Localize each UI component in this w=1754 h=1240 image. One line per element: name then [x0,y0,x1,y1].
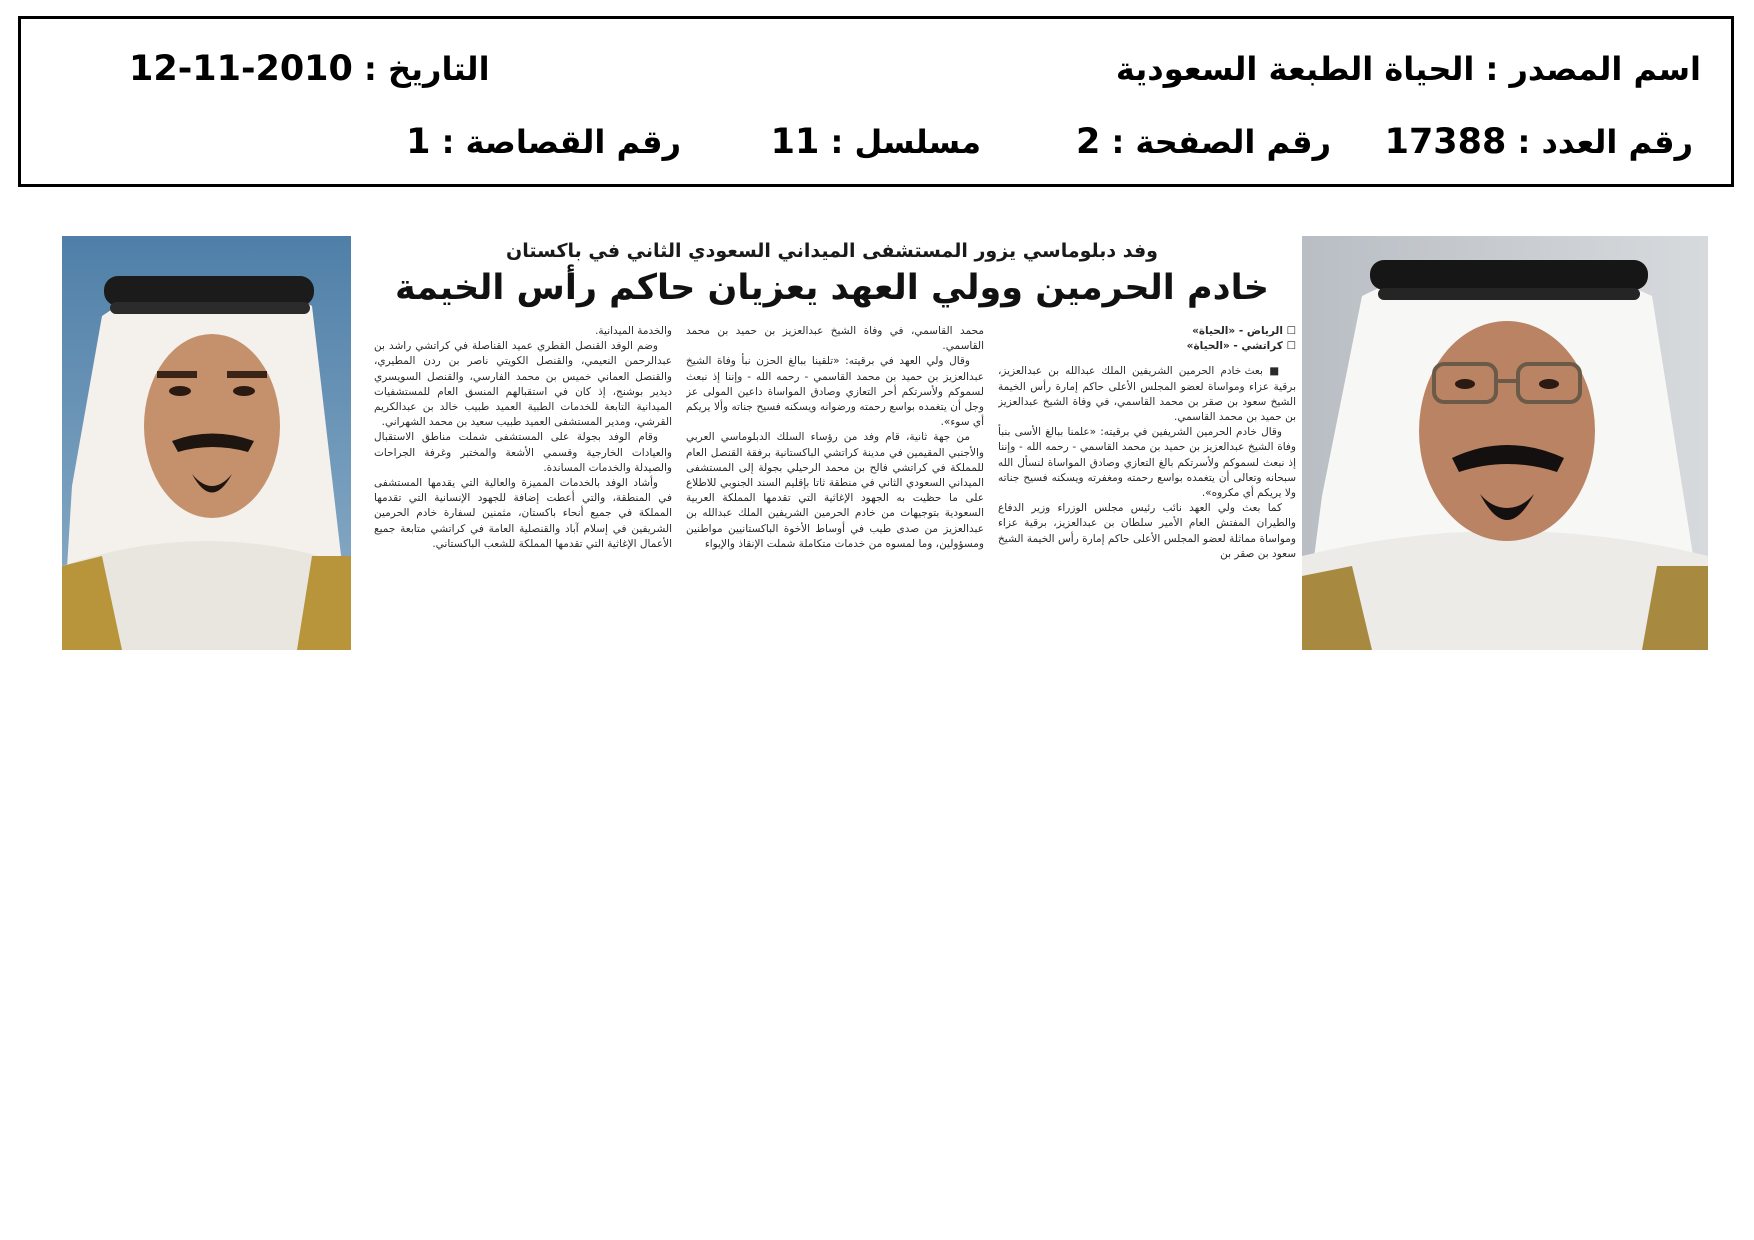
portrait-photo-right [1302,236,1708,650]
paragraph: وضم الوفد القنصل القطري عميد القناصلة في كراتشي راشد بن عبدالرحمن النعيمي، والقنصل الكويتي ناصر بن ردن المطيري، والقنصل العماني خميس بن محمد الفارسي، والقنصل السويسري ديدير بوشنج، إذ كان في استقبالهم المنسق العام للمستشفيات الميدانية التابعة للخدمات الطبية العميد طبيب خالد بن عبدالكريم القرشي، ومدير المستشفى العميد طبيب سعيد بن محمد الشهراني. [374,340,672,429]
article-column-1 [998,324,1296,650]
article-headline: خادم الحرمين وولي العهد يعزيان حاكم رأس الخيمة [395,268,1269,308]
issue-separator: : [1517,123,1531,161]
source-field [1116,49,1701,89]
article-column-2 [686,324,984,650]
dateline-2: ☐ كراتشي - «الحياة» [1186,340,1296,353]
page-field [1076,122,1331,162]
portrait-photo-left [62,236,351,650]
serial-label: مسلسل [854,123,981,161]
clip-field [406,122,681,162]
paragraph: والخدمة الميدانية. [595,325,672,337]
date-label: التاريخ [387,50,490,88]
source-label: اسم المصدر [1509,50,1701,88]
date-value: 12-11-2010 [129,49,353,89]
issue-field [1385,122,1693,162]
checkbox-square-icon: ☐ [1282,325,1296,337]
clip-value: 1 [406,122,431,162]
article-column-3 [374,324,672,650]
portrait-left-image [62,236,351,650]
clipping-metadata-box [18,16,1734,187]
portrait-right-image [1302,236,1708,650]
page-label: رقم الصفحة [1135,123,1331,161]
paragraph: وقال ولي العهد في برقيته: «تلقينا ببالغ الحزن نبأ وفاة الشيخ عبدالعزيز بن حميد بن محمد القاسمي - رحمه الله - وإننا إذ نبعث لسموكم ولأسرتكم أحر التعازي وصادق المواساة داعين المولى عز وجل أن يتغمده بواسع رحمته ورضوانه ويسكنه فسيح جناته وألا يريكم أي سوء». [686,355,984,429]
source-separator: : [1485,50,1499,88]
paragraph: وقال خادم الحرمين الشريفين في برقيته: «علمنا ببالغ الأسى بنبأ وفاة الشيخ عبدالعزيز بن حميد بن محمد القاسمي - رحمه الله - وإننا إذ نبعث لسموكم ولأسرتكم بالغ التعازي وصادق المواساة لنسأل الله سبحانه وتعالى أن يتغمده بواسع رحمته ومغفرته ويسكنه فسيح جناته ولا يريكم أي مكروه». [998,426,1296,500]
serial-field [771,122,981,162]
clip-label: رقم القصاصة [465,123,681,161]
issue-value: 17388 [1384,122,1507,162]
date-separator: : [364,50,377,88]
date-field [129,49,490,89]
paragraph: ■ بعث خادم الحرمين الشريفين الملك عبدالله بن عبدالعزيز، برقية عزاء ومواساة لعضو المجلس الأعلى حاكم إمارة رأس الخيمة الشيخ سعود بن صقر بن محمد القاسمي، في وفاة الشيخ عبدالعزيز بن حميد بن محمد القاسمي. [998,365,1296,424]
page-value: 2 [1075,122,1101,162]
dateline-1: ☐ الرياض - «الحياة» [1192,325,1296,337]
issue-label: رقم العدد [1541,123,1693,161]
square-bullet-icon: ■ [1262,365,1282,378]
article-kicker: وفد دبلوماسي يزور المستشفى الميداني السعودي الثاني في باكستان [506,240,1158,262]
paragraph: من جهة ثانية، قام وفد من رؤساء السلك الدبلوماسي العربي والأجنبي المقيمين في مدينة كراتشي الباكستانية برفقة القنصل العام للمملكة في كراتشي فالح بن محمد الرحيلي بجولة إلى المستشفى الميداني السعودي الثاني في منطقة ثاتا بإقليم السند الجنوبي للاطلاع على ما حظيت به الجهود الإغاثية التي تقدمها المملكة العربية السعودية بتوجيهات من خادم الحرمين الشريفين الملك عبدالله بن عبدالعزيز من صدى طيب في أوساط الأخوة الباكستانيين مواطنين ومسؤولين، وما لمسوه من خدمات متكاملة شملت الإنقاذ والإيواء [686,431,984,550]
paragraph: كما بعث ولي العهد نائب رئيس مجلس الوزراء وزير الدفاع والطيران المفتش العام الأمير سلطان بن عبدالعزيز، برقية عزاء ومواساة مماثلة لعضو المجلس الأعلى حاكم إمارة رأس الخيمة الشيخ سعود بن صقر بن [998,502,1296,560]
source-value: الحياة الطبعة السعودية [1115,50,1475,88]
page-separator: : [1111,123,1125,161]
clip-separator: : [441,123,455,161]
paragraph: وأشاد الوفد بالخدمات المميزة والعالية التي يقدمها المستشفى في المنطقة، والتي أعطت إضافة للجهود الإنسانية التي تقدمها المملكة في جميع أنحاء باكستان، مثمنين لسفارة خادم الحرمين الشريفين في إسلام آباد والقنصلية العامة في كراتشي متابعة جميع الأعمال الإغاثية التي تقدمها المملكة للشعب الباكستاني. [374,477,672,550]
serial-value: 11 [770,122,820,162]
newspaper-clipping [62,236,1708,650]
paragraph: وقام الوفد بجولة على المستشفى شملت مناطق الاستقبال والعيادات الخارجية وقسمي الأشعة والمختبر وغرفة الجراحات والصيدلة والخدمات المساندة. [374,431,672,474]
checkbox-square-icon: ☐ [1282,340,1296,353]
paragraph: محمد القاسمي، في وفاة الشيخ عبدالعزيز بن حميد بن محمد القاسمي. [686,325,984,353]
serial-separator: : [830,123,844,161]
